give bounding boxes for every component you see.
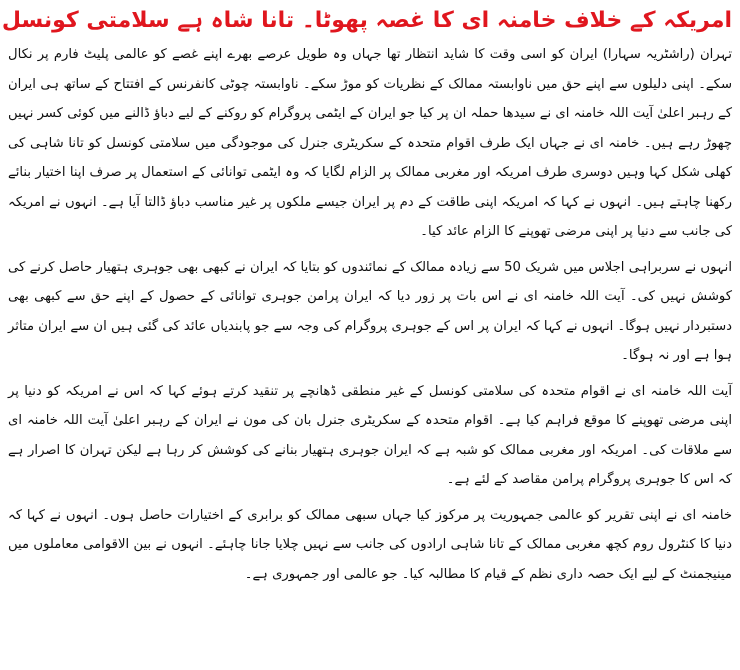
article-headline: امریکہ کے خلاف خامنہ ای کا غصہ پھوٹا۔ تانا شاہ ہے سلامتی کونسل — [1, 8, 732, 33]
article-paragraph-2: انہوں نے سربراہی اجلاس میں شریک 50 سے زیادہ ممالک کے نمائندوں کو بتایا کہ ایران نے کبھی بھی جوہری ہتھیار حاصل کرنے کی کوشش نہیں کی۔ آیت اللہ خامنہ ای نے اس بات پر زور دیا کہ ایران پرامن جوہری توانائی کے حصول کے اپنے حق سے کبھی بھی دستبردار نہیں ہوگا۔ انہوں نے کہا کہ ایران پر اس کے جوہری پروگرام کی وجہ سے جو پابندیاں عائد کی گئی ہیں ان سے ایران متاثر ہوا ہے اور نہ ہوگا۔ — [8, 259, 732, 363]
article-paragraph-1: تہران (راشٹریہ سہارا) ایران کو اسی وقت کا شاید انتظار تھا جہاں وہ طویل عرصے بھرے اپنے غصے کو عالمی پلیٹ فارم پر نکال سکے۔ اپنی دلیلوں سے اپنے حق میں ناوابستہ ممالک کے نظریات کو موڑ سکے۔ ناوابستہ چوٹی کانفرنس کے افتتاح کے ساتھ ہی ایران کے رہبر اعلیٰ آیت اللہ خامنہ ای نے سیدھا حملہ ان پر کیا جو ایران کے ایٹمی پروگرام کو روکنے کے لیے دباؤ ڈالنے میں کوئی کسر نہیں چھوڑ رہے ہیں۔ خامنہ ای نے جہاں ایک طرف اقوام متحدہ کے سکریٹری جنرل کی موجودگی میں سلامتی کونسل کو تانا شاہی کی کھلی شکل کہا وہیں دوسری طرف امریکہ اور مغربی ممالک پر الزام لگایا کہ وہ ایٹمی توانائی کے استعمال پر صرف اپنا اختیار بنائے رکھنا چاہتے ہیں۔ انہوں نے کہا کہ امریکہ اپنی طاقت کے دم پر ایران جیسے ملکوں پر غیر مناسب دباؤ ڈالتا آیا ہے۔ انہوں نے امریکہ کی جانب سے دنیا پر اپنی مرضی تھوپنے کا الزام عائد کیا۔ — [8, 47, 732, 239]
article-paragraph-4: خامنہ ای نے اپنی تقریر کو عالمی جمہوریت پر مرکوز کیا جہاں سبھی ممالک کو برابری کے اختیارات حاصل ہوں۔ انہوں نے کہا کہ دنیا کا کنٹرول روم کچھ مغربی ممالک کے تانا شاہی ارادوں کی جانب سے نہیں چلایا جانا چاہئے۔ انہوں نے بین الاقوامی معاملوں میں مینیجمنٹ کے لیے ایک حصہ داری نظم کے قیام کا مطالبہ کیا۔ جو عالمی اور جمہوری ہے۔ — [8, 507, 732, 582]
article-paragraph-3: آیت اللہ خامنہ ای نے اقوام متحدہ کی سلامتی کونسل کے غیر منطقی ڈھانچے پر تنقید کرتے ہوئے کہا کہ اس نے امریکہ کو دنیا پر اپنی مرضی تھوپنے کا موقع فراہم کیا ہے۔ اقوام متحدہ کے سکریٹری جنرل بان کی مون نے ایران کے رہبر اعلیٰ آیت اللہ خامنہ ای سے ملاقات کی۔ امریکہ اور مغربی ممالک کو شبہ ہے کہ ایران جوہری ہتھیار بنانے کی کوشش کر رہا ہے لیکن تہران کا اصرار ہے کہ اس کا جوہری پروگرام پرامن مقاصد کے لئے ہے۔ — [8, 383, 732, 487]
